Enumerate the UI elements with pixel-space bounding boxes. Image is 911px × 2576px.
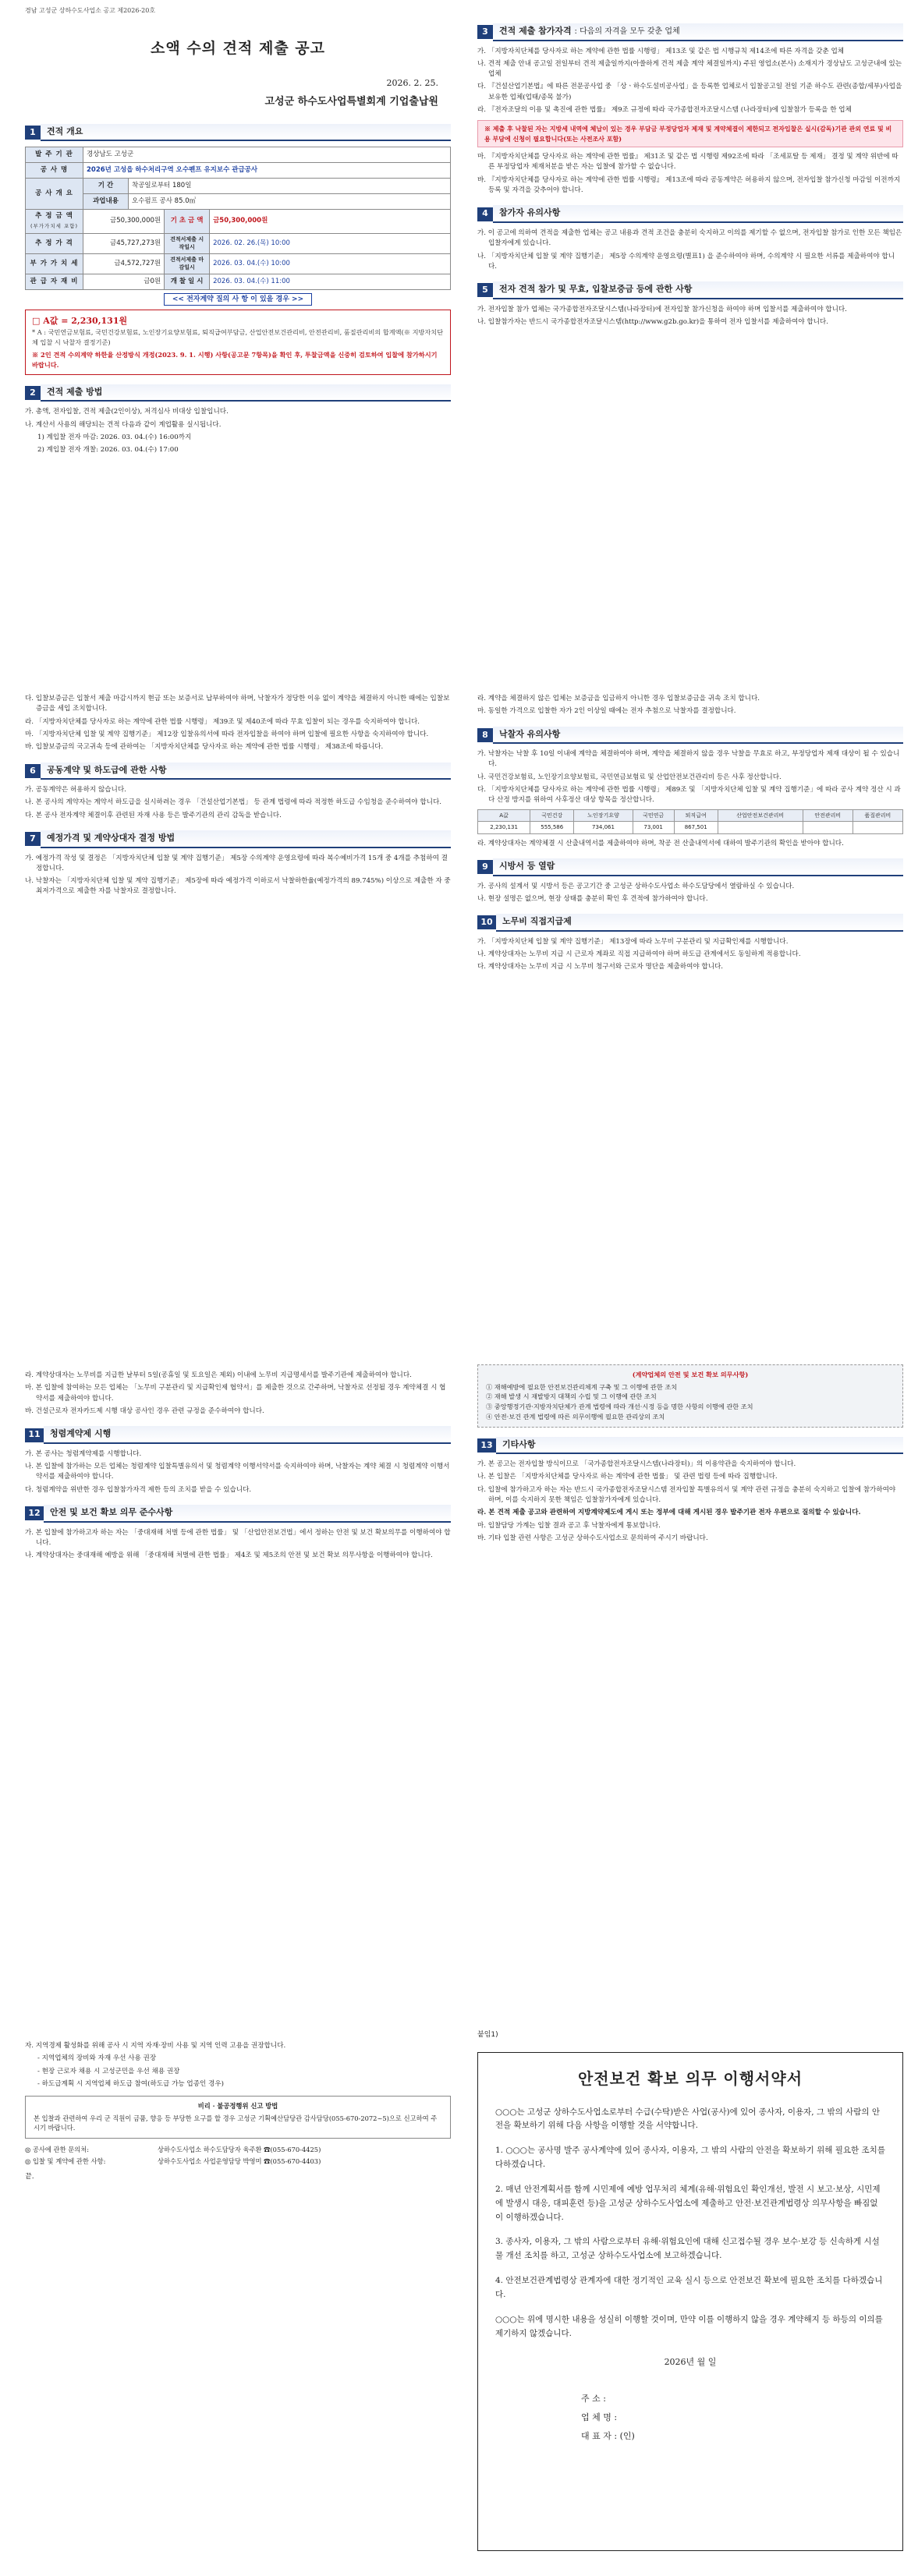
appendix-label: 붙임1) (477, 2031, 498, 2039)
a-value-notice: □ A값 = 2,230,131원 * A : 국민연금보험료, 국민건강보험료, 노인장기요양보험료, 퇴직급여부담금, 산업안전보건관리비, 안전관리비, 품질관리비의 합계액(※ 지방자치단체 입찰 시 낙찰자 결정기준) ※ 2인 견적 수의계약 하한율 산정방식 개정(2023. 9. 1. 시행) 사항(공고문 7항목)을 확인 후, 투찰금액을 신중히 검토하여 입찰에 참가하시기 바랍니다. (25, 310, 451, 375)
issuer: 고성군 하수도사업특별회계 기업출납원 (264, 96, 438, 108)
list-item: 가. 「지방자치단체 입찰 및 계약 집행기준」 제13장에 따라 노무비 구분관리 및 지급확인제를 시행합니다. (477, 937, 789, 946)
list-item: 가. 총액, 전자입찰, 견적 제출(2인이상), 저격심사 비대상 입찰입니다. (25, 408, 229, 416)
contact-contract: ◎ 입찰 및 계약에 관한 사항: 상하수도사업소 사업운영담당 박영미 ☎(055-670-4403) (25, 2157, 321, 2165)
list-item: 2) 계입찰 전자 개찰: 2026. 03. 04.(수) 17:00 (37, 446, 179, 455)
list-item: 나. 본 공사의 계약자는 계약서 하도급을 실시하려는 경우 「건설산업기본법」 등 관계 법령에 따라 적정한 하도급 수임청을 준수하여야 합니다. (25, 798, 441, 807)
base-amount: 금50,300,000원 (210, 210, 451, 234)
list-item: 마. 「지방자치단체 입찰 및 계약 집행기준」 제12장 입찰유의서에 따라 전자입찰을 하여야 하며 입찰에 필요한 사항을 숙지하여야 합니다. (25, 730, 429, 738)
list-item: 자. 지역경제 활성화를 위해 공사 시 지역 자재·장비 사용 및 지역 인력 고용을 권장합니다. (25, 2042, 286, 2050)
list-item: 마. 『지방자치단체를 당사자로 하는 계약에 관한 법률』 제31조 및 같은 법 시행령 제92조에 따라 「조세포탈 등 제재」 결정 및 계약 위반에 따른 부정당업자 제재처분을 받은 자는 입찰에 참가할 수 없습니다. (477, 153, 899, 172)
safety-obligations-box: (계약업체의 안전 및 보건 확보 의무사항) ① 재해예방에 필요한 안전보건관리체계 구축 및 그 이행에 관한 조치 ② 재해 발생 시 재발방지 대책의 수립 및 그 이행에 관한 조치 ③ 중앙행정기관·지방자치단체가 관계 법령에 따라 개선·시정 등을 명한 사항의 이행에 관한 조치 ④ 안전·보건 관계 법령에 따른 의무이행에 필요한 관리상의 조치 (477, 1364, 903, 1428)
form-paragraph: 3. 종사자, 이용자, 그 밖의 사람으로부터 유해·위험요인에 대해 신고접수될 경우 보수·보강 등 신속하게 시설물 개선 조치를 하고, 고성군 상하수도사업소에 보고하겠습니다. (495, 2237, 880, 2261)
form-title: 안전보건 확보 의무 이행서약서 (577, 2068, 803, 2088)
inquiry-link[interactable]: << 전자계약 질의 사 항 이 있을 경우 >> (164, 293, 312, 306)
document-title: 소액 수의 견적 제출 공고 (151, 40, 325, 57)
list-item: 라. 「지방자치단체를 당사자로 하는 계약에 관한 법률 시행령」 제39조 및 제40조에 따라 무효 입찰이 되는 경우를 숙지하여야 합니다. (25, 717, 420, 726)
table-label: 추 정 금 액 (부가가치세 포함) (26, 210, 83, 234)
table-label: 견적서제출 시작일시 (165, 233, 210, 253)
section-8-header: 8 낙찰자 유의사항 (477, 727, 903, 745)
estimated-price: 금45,727,273원 (83, 233, 165, 253)
section-9-header: 9 시방서 등 열람 (477, 858, 903, 876)
list-item: ① 재해예방에 필요한 안전보건관리체계 구축 및 그 이행에 관한 조치 (486, 1382, 678, 1391)
list-item: ③ 중앙행정기관·지방자치단체가 관계 법령에 따라 개선·시정 등을 명한 사항의 이행에 관한 조치 (486, 1403, 753, 1411)
section-1-header (25, 124, 451, 142)
table-value: 착공일로부터 180일 (129, 179, 451, 194)
list-item: 다. 입찰에 참가하고자 하는 자는 반드시 국가종합전자조달시스템 전자입찰 특별유의서 및 계약 관련 규정을 충분히 숙지하고 입찰에 참가하여야 하며, 이를 숙지하지 못한 책임은 입찰참가자에게 있습니다. (477, 1485, 896, 1504)
list-item: 나. 계약상대자는 중대재해 예방을 위해 「중대재해 처벌에 관한 법률」 제4조 및 제5조의 안전 및 보건 확보 의무사항을 이행하여야 합니다. (25, 1552, 433, 1560)
overview-table (25, 147, 451, 290)
list-item: 가. 공사의 설계서 및 시방서 등은 공고기간 중 고성군 상하수도사업소 하수도담당에서 열람하실 수 있습니다. (477, 882, 795, 890)
list-item: 다. 입찰보증금은 입찰서 제출 마감시까지 현금 또는 보증서로 납부하여야 하며, 낙찰자가 정당한 이유 없이 계약을 체결하지 아니한 때에는 입찰보증금을 세입 조치합니다. (25, 695, 450, 713)
list-item: - 하도급계획 시 지역업체 하도급 참여(하도급 가능 업종인 경우) (37, 2079, 225, 2088)
signature-block (581, 2390, 885, 2447)
form-paragraph: 2. 매년 안전계획서를 함께 시민제에 예방 업무처리 체계(유해·위험요인 확인개선, 발전 시 보고·보상, 시민제에 발생시 대응, 대피훈련 등)을 고성군 상하수도사업소에 제출하고 안전·보건관계법령상 의무사항을 빠짐없이 이행하겠습니다. (495, 2184, 881, 2222)
contact-construction: ◎ 공사에 관한 문의처: 상하수도사업소 하수도담당자 육주환 ☎(055-670-4425) (25, 2145, 321, 2153)
list-item: 가. 본 입찰에 참가하고자 하는 자는 「중대재해 처벌 등에 관한 법률」 및 「산업안전보건법」에서 정하는 안전 및 보건 확보의무를 이행하여야 합니다. (25, 1528, 451, 1547)
list-item: 다. 본 공사 전자계약 체결이후 관련된 자재 사용 등은 발주기관의 관리 감독을 받습니다. (25, 811, 282, 819)
submit-deadline: 2026. 03. 04.(수) 10:00 (210, 253, 451, 274)
list-item: 가. 「지방자치단체를 당사자로 하는 계약에 관한 법률 시행령」 제13조 및 같은 법 시행규칙 제14조에 따른 자격을 갖춘 업체 (477, 47, 845, 55)
list-item: 바. 기타 입찰 관련 사항은 고성군 상하수도사업소로 문의하여 주시기 바랍니다. (477, 1534, 708, 1542)
list-item: 나. 낙찰자는 「지방자치단체 입찰 및 계약 집행기준」 제5장에 따라 예정가격 이하로서 낙찰하한율(예정가격의 89.745%) 이상으로 제출한 자 중 최저가격으로 제출한 자를 낙찰자로 결정합니다. (25, 877, 451, 896)
list-item: ② 재해 발생 시 재발방지 대책의 수립 및 그 이행에 관한 조치 (486, 1392, 657, 1401)
estimated-amount: 금50,300,000원 (83, 210, 165, 234)
pledge-form (477, 2052, 903, 2551)
warning-box: ※ 제출 후 낙찰된 자는 지방세 내역에 체납이 있는 경우 부담금 부정당업자 제재 및 계약체결이 제한되고 전자입찰은 실시(감독)기관 관외 연료 및 비용 부담에 신청이 필요합니다(또는 사전조사 포함) (477, 120, 903, 147)
list-item: 라. 본 견적 제출 공고와 관련하여 지방계약제도에 게시 또는 정부에 대해 게시된 경우 발주기관 전자 우편으로 질의할 수 있습니다. (477, 1509, 861, 1517)
section-7-header: 7 예정가격 및 계약상대자 결정 방법 (25, 830, 451, 848)
page-5 (25, 1360, 451, 1999)
project-name: 2026년 고성읍 하수처리구역 오수펜프 유지보수 관급공사 (83, 163, 451, 179)
list-item: 바. 『지방자치단체를 당사자로 하는 계약에 관한 법률 시행령』 제13조에 따라 공동계약은 허용하지 않으며, 전자입찰 참가신청 마감일 이전까지 등록 및 자격을 갖추어야 합니다. (477, 175, 901, 195)
section-number: 1 (25, 126, 41, 140)
materials-cost: 금0원 (83, 274, 165, 289)
table-label: 추 정 가 격 (26, 233, 83, 253)
document-number: 경남 고성군 상하수도사업소 공고 제2026-20호 (25, 7, 156, 14)
table-label: 개 찰 일 시 (165, 274, 210, 289)
company-field: 업 체 명 : (581, 2412, 618, 2423)
section-11-header: 11 청렴계약제 시행 (25, 1426, 451, 1444)
table-label: 과업내용 (83, 194, 129, 210)
page-1 (25, 6, 451, 646)
section-12-header: 12 안전 및 보건 확보 의무 준수사항 (25, 1505, 451, 1523)
list-item: 가. 낙찰자는 낙찰 후 10일 이내에 계약을 체결하여야 하며, 계약을 체결하지 않을 경우 낙찰을 무효로 하고, 부정당업자 제재 대상이 될 수 있습니다. (477, 750, 900, 769)
list-item: 바. 건설근로자 전자카드제 시행 대상 공사인 경우 관련 규정을 준수하여야 합니다. (25, 1407, 264, 1415)
page-7 (25, 2030, 451, 2568)
list-item: 가. 이 공고에 의하여 견적을 제출한 업체는 공고 내용과 견적 조건을 충분히 숙지하고 이의를 제기할 수 없으며, 전자입찰 참가로 인한 모든 책임은 입찰자에게 있습니다. (477, 228, 902, 248)
opening-datetime: 2026. 03. 04.(수) 11:00 (210, 274, 451, 289)
list-item: 나. 입찰참가자는 반드시 국가종합전자조달시스템(http://www.g2b.go.kr)을 통하여 전자 입찰서를 제출하여야 합니다. (477, 317, 828, 326)
table-label: 기 간 (83, 179, 129, 194)
form-paragraph: ○○○는 고성군 상하수도사업소로부터 수급(수탁)받은 사업(공사)에 있어 종사자, 이용자, 그 밖의 사람의 안전을 확보하기 위해 다음 사항을 이행할 것을 서약합니다. (495, 2107, 880, 2131)
table-label: 공 사 명 (26, 163, 83, 179)
list-item: 가. 본 공사는 청렴계약제를 시행합니다. (25, 1449, 142, 1458)
list-item: 라. 계약상대자는 계약체결 시 산출내역서를 제출하여야 하며, 착공 전 산출내역서에 대하여 발주기관의 확인을 받아야 합니다. (477, 839, 844, 847)
announcement-date: 2026. 2. 25. (386, 77, 438, 88)
submit-start: 2026. 02. 26.(목) 10:00 (210, 233, 451, 253)
representative-field: 대 표 자 : (인) (581, 2431, 635, 2442)
page-6 (477, 1360, 903, 1999)
form-paragraph: 1. ○○○는 공사명 발주 공사계약에 있어 종사자, 이용자, 그 밖의 사람의 안전을 확보하기 위해 필요한 조치를 다하겠습니다. (495, 2146, 885, 2170)
table-value: 오수펌프 공사 85.0㎥ (129, 194, 451, 210)
list-item: 다. 「지방자치단체를 당사자로 하는 계약에 관한 법률 시행령」 제89조 및 「지방자치단체 입찰 및 계약 집행기준」에 따라 공사 계약 정산 시 과다 산정 방지를 위하여 사후정산 대상 항목을 정산합니다. (477, 786, 901, 805)
form-date: 2026년 월 일 (664, 2357, 717, 2368)
page-3 (25, 683, 451, 1322)
list-item: 가. 본 공고는 전자입찰 방식이므로 「국가종합전자조달시스템(나라장터)」의 이용약관을 숙지하여야 합니다. (477, 1460, 796, 1469)
section-4-header: 4 참가자 유의사항 (477, 205, 903, 223)
list-item: 바. 입찰보증금의 국고귀속 등에 관하여는 「지방자치단체를 당사자로 하는 계약에 관한 법률 시행령」 제38조에 따릅니다. (25, 743, 384, 752)
list-item: 마. 본 입찰에 참여하는 모든 업체는 「노무비 구분관리 및 지급확인제 협약서」를 제출한 것으로 간주하며, 낙찰자로 선정될 경우 계약체결 시 협약서를 제출하여야 합니다. (25, 1384, 446, 1403)
section-title: 견적 개요 (41, 124, 451, 142)
list-item: 나. 본 입찰은 「지방자치단체를 당사자로 하는 계약에 관한 법률」 및 관련 법령 등에 따라 집행합니다. (477, 1473, 778, 1481)
section-5-header: 5 전자 견적 참가 및 무효, 입찰보증금 등에 관한 사항 (477, 281, 903, 299)
list-item: 라. 『전자조달의 이용 및 촉진에 관한 법률』 제9조 규정에 따라 국가종합전자조달시스템 (나라장터)에 입찰참가 등록을 한 업체 (477, 106, 852, 115)
list-item: 나. 계약상대자는 노무비 지급 시 근로자 계좌로 직접 지급하여야 하며 하도급 관계에서도 동일하게 적용합니다. (477, 950, 801, 958)
list-item: 나. 견적 제출 안내 공고일 전일부터 견적 제출일까지(아쓸하게 견적 제출 계약 체결일까지) 주된 영업소(본사) 소재지가 경상남도 고성군내에 있는 업체 (477, 59, 902, 79)
page-8 (477, 2030, 903, 2568)
fee-table: A값 국민건강 노인장기요양 국민연금 퇴직급여 산업안전보건관리비 안전관리비 품질관리비 2,230,131 555,586 734,061 73,001 867,501 (477, 809, 903, 834)
list-item: 나. 현장 설명은 없으며, 현장 상태를 충분히 확인 후 견적에 참가하여야 합니다. (477, 894, 708, 903)
address-field: 주 소 : (581, 2393, 606, 2404)
table-label: 관 급 자 재 비 (26, 274, 83, 289)
list-item: 마. 입찰담당 가계는 입찰 결과 공고 후 낙찰자에게 통보합니다. (477, 1521, 661, 1530)
list-item: 나. 계산서 사용의 해당되는 견적 다음과 같이 계업활용 실시됩니다. (25, 420, 222, 429)
list-item: - 현장 근로자 채용 시 고성군민을 우선 채용 권장 (37, 2067, 180, 2075)
table-label: 발 주 기 관 (26, 147, 83, 163)
report-box: 비리 · 불공정행위 신고 방법 본 입찰과 관련하여 우리 군 직원이 금품, 향응 등 부당한 요구를 할 경우 고성군 기획예산담당관 감사담당(055-670-2072~5)으로 신고하여 주시기 바랍니다. (25, 2096, 451, 2138)
list-item: 1) 계입찰 전자 마감: 2026. 03. 04.(수) 16:00까지 (37, 433, 192, 441)
end-mark: 끝. (25, 2173, 34, 2181)
section-13-header: 13 기타사항 (477, 1437, 903, 1455)
list-item: 다. 청렴계약을 위반한 경우 입찰참가자격 제한 등의 조치를 받을 수 있습니다. (25, 1485, 252, 1494)
list-item: 다. 『건설산업기본법』에 따른 전문공사업 중 「상ㆍ하수도설비공사업」을 등록한 업체로서 입찰공고일 전일 기준 하수도 관련(종합/세부)사업을 보유한 업체(업태/종목 불가) (477, 83, 902, 101)
list-item: 다. 계약상대자는 노무비 지급 시 노무비 청구서와 근로자 명단을 제출하여야 합니다. (477, 963, 724, 971)
list-item: - 지역업체의 장비와 자재 우선 사용 권장 (37, 2054, 157, 2063)
list-item: 라. 계약을 체결하지 않은 업체는 보증금을 입금하지 아니한 경우 입찰보증금을 귀속 조치 합니다. (477, 695, 760, 702)
table-label: 견적서제출 마감일시 (165, 253, 210, 274)
section-2-header: 2 견적 제출 방법 (25, 384, 451, 402)
list-item: ④ 안전·보건 관계 법령에 따른 의무이행에 필요한 관리상의 조치 (486, 1412, 665, 1421)
page-2 (477, 6, 903, 646)
form-paragraph: 4. 안전보건관계법령상 관계자에 대한 정기적인 교육 실시 등으로 안전보건 확보에 필요한 조치를 다하겠습니다. (495, 2276, 883, 2299)
table-label: 공 사 개 요 (26, 179, 83, 210)
section-3-header: 3 견적 제출 참가자격 : 다음의 자격을 모두 갖춘 업체 (477, 23, 903, 41)
page-4 (477, 683, 903, 1322)
table-label: 기 초 금 액 (165, 210, 210, 234)
list-item: 라. 계약상대자는 노무비를 지급한 날부터 5일(공휴일 및 토요일은 제외) 이내에 노무비 지급명세서를 발주기관에 제출하여야 합니다. (25, 1371, 412, 1379)
list-item: 가. 예정가격 작성 및 결정은 「지방자치단체 입찰 및 계약 집행기준」 제5장 수의계약 운영요령에 따라 복수예비가격 15개 중 4개를 추첨하여 결정합니다. (25, 854, 448, 872)
table-label: 부 가 가 치 세 (26, 253, 83, 274)
form-closing: ○○○는 위에 명시한 내용을 성실히 이행할 것이며, 만약 이를 이행하지 않을 경우 계약해지 등 하등의 이의를 제기하지 않겠습니다. (495, 2314, 883, 2338)
section-6-header: 6 공동계약 및 하도급에 관한 사항 (25, 763, 451, 780)
list-item: 나. 본 입찰에 참가하는 모든 업체는 청렴계약 입찰특별유의서 및 청렴계약 이행서약서를 숙지하여야 하며, 낙찰자는 계약 체결 시 청렴계약 이행서약서를 제출하여야 합니다. (25, 1463, 450, 1481)
section-10-header: 10 노무비 직접지급제 (477, 914, 903, 932)
list-item: 마. 동일한 가격으로 입찰한 자가 2인 이상일 때에는 전자 추첨으로 낙찰자를 결정합니다. (477, 707, 736, 716)
list-item: 나. 국민건강보험료, 노인장기요양보험료, 국민연금보험료 및 산업안전보건관리비 등은 사후 정산합니다. (477, 773, 782, 781)
list-item: 가. 공동계약은 허용하지 않습니다. (25, 786, 126, 794)
list-item: 가. 전자입찰 참가 업체는 국가종합전자조달시스템(나라장터)에 전자입찰 참가신청을 하여야 하며 입찰서를 제출하여야 합니다. (477, 305, 847, 313)
list-item: 나. 「지방자치단체 입찰 및 계약 집행기준」 제5장 수의계약 운영요령(별표1) 을 준수하여야 하며, 수의계약 시 필요한 서류를 제출하여야 합니다. (477, 252, 895, 271)
table-value: 경상남도 고성군 (83, 147, 451, 163)
vat: 금4,572,727원 (83, 253, 165, 274)
